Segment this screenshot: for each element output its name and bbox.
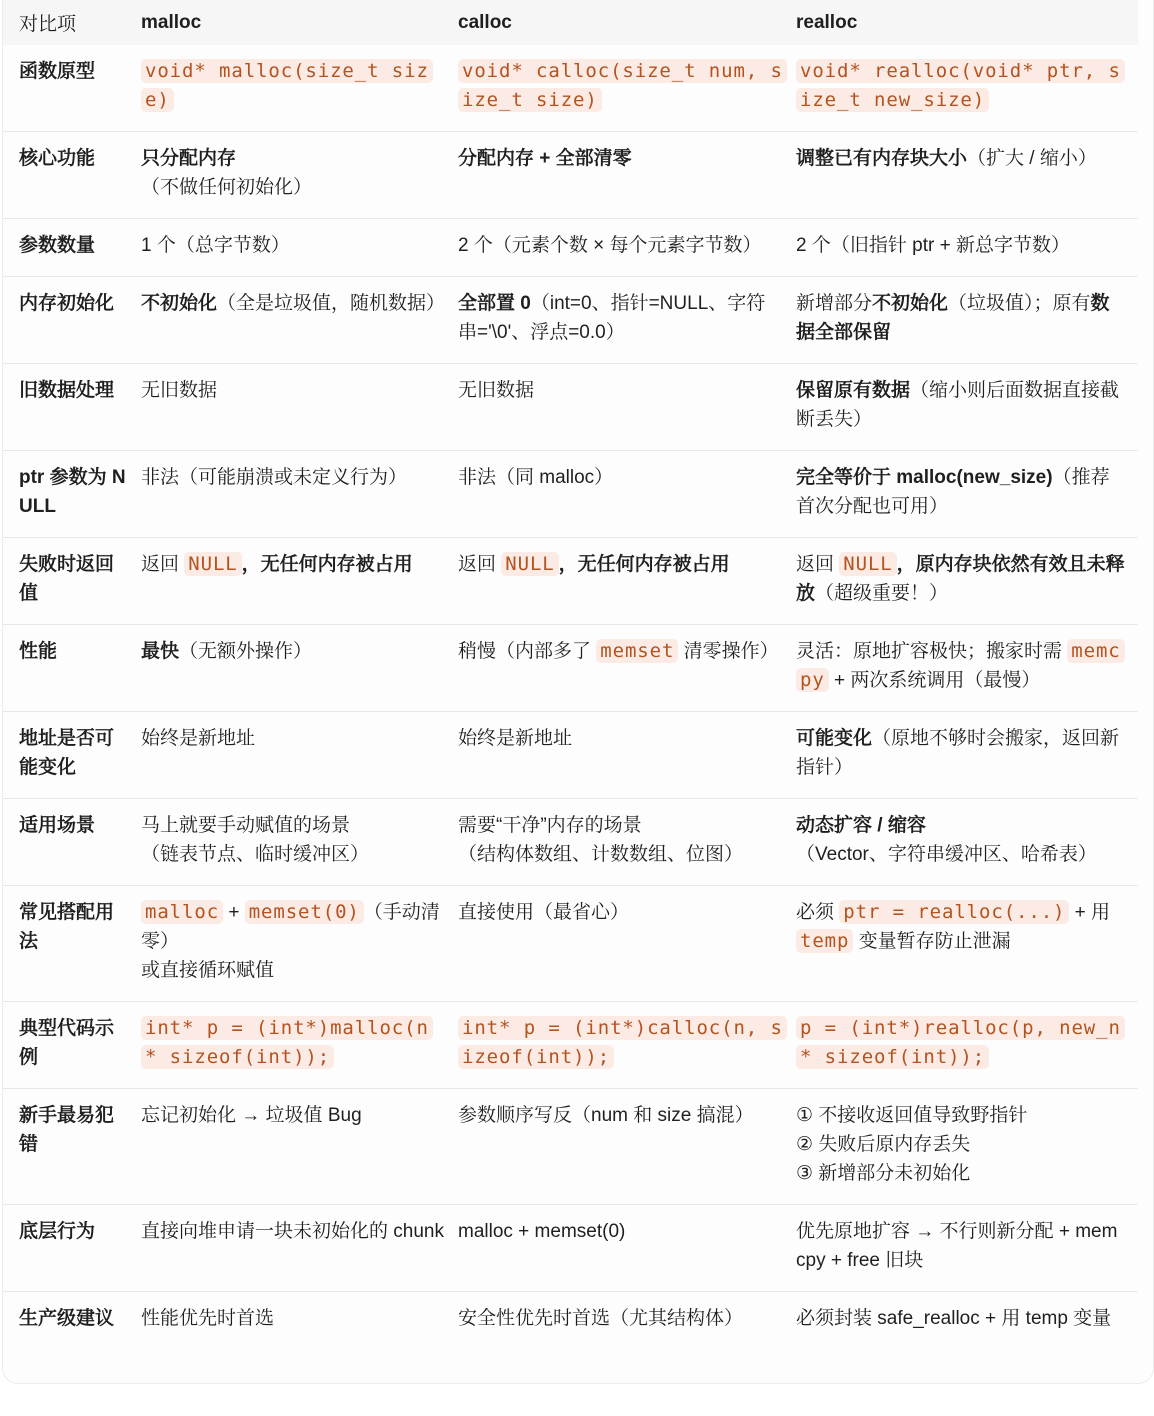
text: 参数顺序写反（num 和 size 搞混） xyxy=(458,1105,754,1126)
cell-malloc xyxy=(141,451,458,538)
table-row xyxy=(3,1205,1138,1292)
text: （全是垃圾值，随机数据） xyxy=(217,293,446,314)
text: 始终是新地址 xyxy=(141,728,256,749)
row-label: 新手最易犯错 xyxy=(3,1089,141,1205)
table-row xyxy=(3,132,1138,219)
bold-text: ，原内存块依然有效且未释放 xyxy=(796,554,1125,604)
cell-malloc xyxy=(141,364,458,451)
table-row xyxy=(3,886,1138,1002)
cell-realloc xyxy=(796,1292,1138,1350)
inline-code: void* malloc(size_t size) xyxy=(141,59,433,112)
row-label: 函数原型 xyxy=(3,45,141,132)
row-label: 地址是否可能变化 xyxy=(3,712,141,799)
table-row xyxy=(3,364,1138,451)
inline-code: memset(0) xyxy=(245,900,364,924)
table-row xyxy=(3,625,1138,712)
cell-malloc xyxy=(141,132,458,219)
cell-realloc xyxy=(796,712,1138,799)
row-label: 生产级建议 xyxy=(19,1308,115,1329)
text: + 用 xyxy=(1069,902,1111,923)
cell-calloc xyxy=(458,451,796,538)
cell-calloc xyxy=(458,277,796,364)
comparison-table xyxy=(3,0,1138,1349)
bold-text: ，无任何内存被占用 xyxy=(241,554,413,575)
cell-calloc xyxy=(458,364,796,451)
bold-text: 完全等价于 malloc(new_size) xyxy=(796,467,1053,488)
cell-calloc xyxy=(458,886,796,1002)
cell-calloc xyxy=(458,45,796,132)
text: 马上就要手动赋值的场景 （链表节点、临时缓冲区） xyxy=(141,815,370,865)
text: （超级重要！） xyxy=(815,583,949,604)
bold-text: 最快 xyxy=(141,641,180,662)
text: （缩小则后面数据直接截断丢失） xyxy=(796,380,1120,430)
inline-code: ptr = realloc(...) xyxy=(839,900,1069,924)
text: 1 个（总字节数） xyxy=(141,235,290,256)
header-malloc: malloc xyxy=(141,11,202,33)
cell-calloc xyxy=(458,1205,796,1292)
inline-code: int* p = (int*)malloc(n * sizeof(int)); xyxy=(141,1016,433,1069)
row-label: 内存初始化 xyxy=(3,277,141,364)
cell-malloc xyxy=(141,625,458,712)
table-row xyxy=(3,799,1138,886)
text: 清零操作） xyxy=(678,641,779,662)
text: （推荐首次分配也可用） xyxy=(796,467,1110,517)
text: 新增部分 xyxy=(796,293,873,314)
text: 稍慢（内部多了 xyxy=(458,641,597,662)
text: malloc + memset(0) xyxy=(458,1221,626,1242)
inline-code: temp xyxy=(796,929,853,953)
text: （不做任何初始化） xyxy=(141,177,313,198)
row-label: ptr 参数为 NULL xyxy=(3,451,141,538)
row-label: 适用场景 xyxy=(3,799,141,886)
inline-code: int* p = (int*)calloc(n, sizeof(int)); xyxy=(458,1016,787,1069)
table-header-row xyxy=(3,0,1138,45)
text: 性能优先时首选 xyxy=(141,1308,275,1329)
row-label: 底层行为 xyxy=(3,1205,141,1292)
table-row xyxy=(3,712,1138,799)
bold-text: 动态扩容 / 缩容 xyxy=(796,815,926,836)
bold-text: ，无任何内存被占用 xyxy=(558,554,730,575)
text: 始终是新地址 xyxy=(458,728,573,749)
inline-code: memset xyxy=(596,639,678,663)
cell-malloc xyxy=(141,799,458,886)
header-calloc: calloc xyxy=(458,11,512,33)
text: 忘记初始化 → 垃圾值 Bug xyxy=(141,1105,362,1126)
text: 返回 xyxy=(458,554,502,575)
bold-text: 只分配内存 xyxy=(141,148,237,169)
text: 2 个（旧指针 ptr + 新总字节数） xyxy=(796,235,1070,256)
bold-text: 调整已有内存块大小 xyxy=(796,148,968,169)
text: 返回 xyxy=(141,554,185,575)
comparison-table-container xyxy=(2,0,1154,1384)
cell-malloc xyxy=(141,1205,458,1292)
text: 需要“干净”内存的场景 （结构体数组、计数数组、位图） xyxy=(458,815,744,865)
text: 直接向堆申请一块未初始化的 chunk xyxy=(141,1221,444,1242)
cell-calloc xyxy=(458,219,796,277)
text: 变量暂存防止泄漏 xyxy=(853,931,1011,952)
row-label: 核心功能 xyxy=(3,132,141,219)
text: （原地不够时会搬家，返回新指针） xyxy=(796,728,1120,778)
cell-malloc xyxy=(141,1002,458,1089)
bold-text: 保留原有数据 xyxy=(796,380,911,401)
cell-calloc xyxy=(458,1292,796,1350)
text: + 两次系统调用（最慢） xyxy=(828,670,1041,691)
inline-code: memcpy xyxy=(796,639,1125,692)
cell-realloc xyxy=(796,45,1138,132)
row-label: 常见搭配用法 xyxy=(3,886,141,1002)
text: 灵活：原地扩容极快；搬家时需 xyxy=(796,641,1068,662)
inline-code: malloc xyxy=(141,900,223,924)
cell-realloc xyxy=(796,277,1138,364)
text: ① 不接收返回值导致野指针 ② 失败后原内存丢失 ③ 新增部分未初始化 xyxy=(796,1105,1028,1184)
cell-calloc xyxy=(458,538,796,625)
table-row xyxy=(3,1089,1138,1205)
text: 无旧数据 xyxy=(141,380,218,401)
text: （扩大 / 缩小） xyxy=(967,148,1097,169)
table-row xyxy=(3,277,1138,364)
row-label: 性能 xyxy=(3,625,141,712)
inline-code: void* calloc(size_t num, size_t size) xyxy=(458,59,787,112)
cell-realloc xyxy=(796,538,1138,625)
cell-malloc xyxy=(141,45,458,132)
row-label: 参数数量 xyxy=(3,219,141,277)
text: （Vector、字符串缓冲区、哈希表） xyxy=(796,844,1097,865)
text: 非法（同 malloc） xyxy=(458,467,614,488)
inline-code: void* realloc(void* ptr, size_t new_size) xyxy=(796,59,1125,112)
inline-code: NULL xyxy=(184,552,241,576)
bold-text: 不初始化 xyxy=(872,293,949,314)
cell-realloc xyxy=(796,625,1138,712)
cell-realloc xyxy=(796,886,1138,1002)
cell-realloc xyxy=(796,1205,1138,1292)
text: 安全性优先时首选（尤其结构体） xyxy=(458,1308,744,1329)
cell-calloc xyxy=(458,1089,796,1205)
table-row xyxy=(3,1292,1138,1350)
cell-calloc xyxy=(458,625,796,712)
inline-code: NULL xyxy=(501,552,558,576)
text: 必须封装 safe_realloc + 用 temp 变量 xyxy=(796,1308,1112,1329)
bold-text: 不初始化 xyxy=(141,293,218,314)
header-item: 对比项 xyxy=(19,14,77,35)
cell-calloc xyxy=(458,132,796,219)
table-row xyxy=(3,45,1138,132)
row-label: 失败时返回值 xyxy=(3,538,141,625)
inline-code: NULL xyxy=(839,552,896,576)
text: 必须 xyxy=(796,902,840,923)
text: （无额外操作） xyxy=(179,641,313,662)
cell-calloc xyxy=(458,712,796,799)
cell-realloc xyxy=(796,451,1138,538)
cell-calloc xyxy=(458,799,796,886)
cell-malloc xyxy=(141,712,458,799)
cell-realloc xyxy=(796,1002,1138,1089)
text: 优先原地扩容 → 不行则新分配 + memcpy + free 旧块 xyxy=(796,1221,1118,1271)
text: 2 个（元素个数 × 每个元素字节数） xyxy=(458,235,762,256)
cell-malloc xyxy=(141,1089,458,1205)
bold-text: 可能变化 xyxy=(796,728,873,749)
row-label: 典型代码示例 xyxy=(3,1002,141,1089)
table-row xyxy=(3,451,1138,538)
cell-malloc xyxy=(141,1292,458,1350)
cell-realloc xyxy=(796,132,1138,219)
cell-malloc xyxy=(141,886,458,1002)
text: 无旧数据 xyxy=(458,380,535,401)
cell-malloc xyxy=(141,277,458,364)
cell-calloc xyxy=(458,1002,796,1089)
bold-text: 全部置 0 xyxy=(458,293,531,314)
bold-text: 数据全部保留 xyxy=(796,293,1110,343)
text: （手动清零） 或直接循环赋值 xyxy=(141,902,440,981)
cell-malloc xyxy=(141,538,458,625)
inline-code: p = (int*)realloc(p, new_n * sizeof(int)); xyxy=(796,1016,1125,1069)
text: 直接使用（最省心） xyxy=(458,902,630,923)
table-row xyxy=(3,538,1138,625)
cell-realloc xyxy=(796,1089,1138,1205)
text: 返回 xyxy=(796,554,840,575)
text: + xyxy=(223,902,245,923)
cell-realloc xyxy=(796,364,1138,451)
cell-realloc xyxy=(796,219,1138,277)
bold-text: 分配内存 + 全部清零 xyxy=(458,148,632,169)
header-realloc: realloc xyxy=(796,11,858,33)
text: （垃圾值）；原有 xyxy=(948,293,1091,314)
row-label: 旧数据处理 xyxy=(3,364,141,451)
table-row xyxy=(3,219,1138,277)
text: （int=0、指针=NULL、字符串='\0'、浮点=0.0） xyxy=(458,293,766,343)
table-row xyxy=(3,1002,1138,1089)
cell-malloc xyxy=(141,219,458,277)
text: 非法（可能崩溃或未定义行为） xyxy=(141,467,408,488)
cell-realloc xyxy=(796,799,1138,886)
